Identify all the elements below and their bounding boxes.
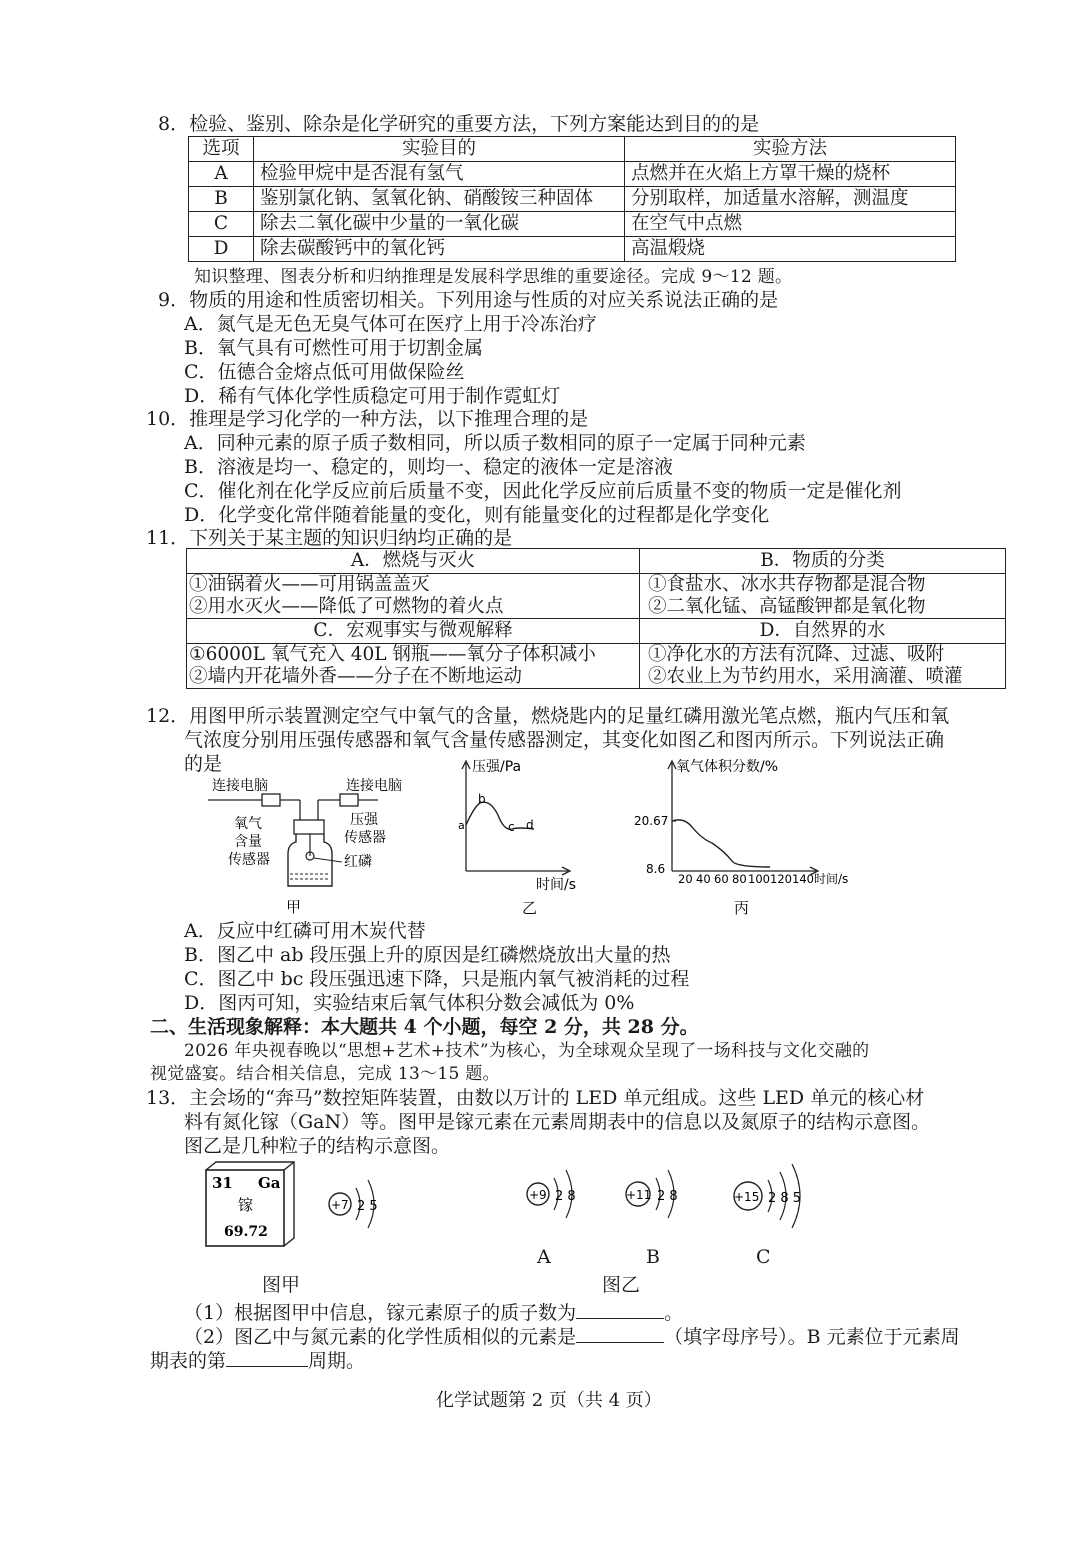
fig-jia-caption-13: 图甲 <box>262 1274 301 1296</box>
q11-stem: 11．下列关于某主题的知识归纳均正确的是 <box>146 527 513 549</box>
q9-option-d: D．稀有气体化学性质稳定可用于制作霓虹灯 <box>184 385 561 407</box>
q13-sub2-line2 <box>150 1348 365 1373</box>
fig-jia-caption: 甲 <box>286 898 302 916</box>
table-cell: B <box>189 187 254 212</box>
pressure-xlabel: 时间/s <box>536 877 577 893</box>
q13-sub2 <box>184 1324 960 1349</box>
p-sensor-label-2: 传感器 <box>344 830 386 846</box>
q11-a-1: ①油锅着火——可用锅盖盖灭 <box>189 574 430 595</box>
table-row <box>187 574 1006 619</box>
page-footer: 化学试题第 2 页（共 4 页） <box>436 1390 662 1411</box>
q13-stem-1: 13．主会场的“奔马”数控矩阵装置，由数以万计的 LED 单元组成。这些 LED 单元的核心材 <box>146 1087 925 1109</box>
pressure-curve <box>466 802 534 829</box>
q11-d-2: ②农业上为节约用水，采用滴灌、喷灌 <box>648 666 963 687</box>
pressure-ylabel: 压强/Pa <box>472 759 522 775</box>
electron-shells: 2 8 <box>555 1189 576 1204</box>
table-cell: A <box>189 162 254 187</box>
point-a-label: a <box>458 819 465 832</box>
q10-option-b: B．溶液是均一、稳定的，则均一、稳定的液体一定是溶液 <box>184 456 673 478</box>
section2-intro-2: 视觉盛宴。结合相关信息，完成 13～15 题。 <box>150 1064 500 1084</box>
nucleus-charge: +7 <box>331 1198 349 1212</box>
red-phosphorus-label: 红磷 <box>344 854 372 870</box>
pc-label-right: 连接电脑 <box>346 778 402 794</box>
q10-option-a: A．同种元素的原子质子数相同，所以质子数相同的原子一定属于同种元素 <box>184 432 806 454</box>
table-row <box>189 237 956 262</box>
q12-option-a: A．反应中红磷可用木炭代替 <box>184 920 426 942</box>
table-row <box>187 619 1006 644</box>
q13-sub2-text-cont: （填字母序号）。B 元素位于元素周 <box>664 1326 960 1348</box>
table-cell: D <box>189 237 254 262</box>
answer-blank[interactable] <box>576 1324 664 1343</box>
q11-table <box>186 548 1006 689</box>
atom-b-label: B <box>646 1246 660 1268</box>
xtick: 120 <box>770 872 792 886</box>
xtick: 60 <box>714 872 729 886</box>
table-cell <box>187 574 640 619</box>
q13-stem-3: 图乙是几种粒子的结构示意图。 <box>184 1135 451 1157</box>
q13-sub1-text: （1）根据图甲中信息，镓元素原子的质子数为 <box>184 1302 577 1324</box>
table-header-cell: 选项 <box>189 137 254 162</box>
table-cell: 除去二氧化碳中少量的一氧化碳 <box>254 212 625 237</box>
xtick: 100 <box>748 872 770 886</box>
fig-bing-caption: 丙 <box>734 899 750 917</box>
table-cell: 点燃并在火焰上方罩干燥的烧杯 <box>625 162 956 187</box>
table-row <box>189 162 956 187</box>
nitrogen-atom-diagram <box>324 1166 398 1236</box>
q11-c-2: ②墙内开花墙外香——分子在不断地运动 <box>189 666 523 687</box>
pc-label-left: 连接电脑 <box>212 778 268 794</box>
table-row <box>187 644 1006 689</box>
q9-option-b: B．氧气具有可燃性可用于切割金属 <box>184 337 483 359</box>
q11-c-1: ①6000L 氧气充入 40L 钢瓶——氧分子体积减小 <box>189 644 596 665</box>
intro-9-12: 知识整理、图表分析和归纳推理是发展科学思维的重要途径。完成 9～12 题。 <box>194 267 793 287</box>
apparatus-figure <box>200 770 410 920</box>
electron-shells: 2 8 <box>657 1189 678 1204</box>
answer-blank[interactable] <box>226 1348 308 1367</box>
table-header-cell: 实验目的 <box>254 137 625 162</box>
oxygen-xticks <box>678 872 814 886</box>
electron-shells: 2 5 <box>357 1199 378 1214</box>
q10-option-c: C．催化剂在化学反应前后质量不变，因此化学反应前后质量不变的物质一定是催化剂 <box>184 480 902 502</box>
q13-stem-2: 料有氮化镓（GaN）等。图甲是镓元素在元素周期表中的信息以及氮原子的结构示意图。 <box>184 1111 931 1133</box>
point-d-label: d <box>526 818 534 832</box>
table-cell: 高温煅烧 <box>625 237 956 262</box>
oxygen-ytick-low: 8.6 <box>646 862 666 876</box>
oxygen-ylabel: 氧气体积分数/% <box>676 759 779 775</box>
q13-sub2-prefix: 期表的第 <box>150 1350 227 1372</box>
q9-option-a: A．氮气是无色无臭气体可在医疗上用于冷冻治疗 <box>184 313 597 335</box>
table-cell <box>640 574 1006 619</box>
q9-option-c: C．伍德合金熔点低可用做保险丝 <box>184 361 465 383</box>
section2-intro-1: 2026 年央视春晚以“思想+艺术+技术”为核心，为全球观众呈现了一场科技与文化交融的 <box>184 1041 870 1061</box>
q8-stem: 8．检验、鉴别、除杂是化学研究的重要方法，下列方案能达到目的的是 <box>158 113 760 135</box>
q9-stem: 9．物质的用途和性质密切相关。下列用途与性质的对应关系说法正确的是 <box>158 289 779 311</box>
atom-a-label: A <box>537 1246 551 1268</box>
fig-yi-caption: 乙 <box>522 899 538 917</box>
table-cell: C <box>189 212 254 237</box>
ga-atomic-number: 31 <box>212 1174 233 1192</box>
table-cell: 在空气中点燃 <box>625 212 956 237</box>
table-cell <box>640 644 1006 689</box>
q13-sub2-suffix: 周期。 <box>308 1350 366 1372</box>
q12-option-b: B．图乙中 ab 段压强上升的原因是红磷燃烧放出大量的热 <box>184 944 671 966</box>
ga-name: 镓 <box>238 1196 254 1214</box>
table-cell: 鉴别氯化钠、氢氧化钠、硝酸铵三种固体 <box>254 187 625 212</box>
table-header-cell: B．物质的分类 <box>640 549 1006 574</box>
q10-option-d: D．化学变化常伴随着能量的变化，则有能量变化的过程都是化学变化 <box>184 504 770 526</box>
table-cell: 除去碳酸钙中的氧化钙 <box>254 237 625 262</box>
q11-b-2: ②二氧化锰、高锰酸钾都是氧化物 <box>648 596 926 617</box>
q8-table <box>188 136 956 262</box>
q11-b-1: ①食盐水、冰水共存物都是混合物 <box>648 574 926 595</box>
table-row <box>189 137 956 162</box>
q12-stem-1: 12．用图甲所示装置测定空气中氧气的含量，燃烧匙内的足量红磷用激光笔点燃，瓶内气压和氧 <box>146 705 950 727</box>
point-b-label: b <box>478 792 486 806</box>
oxygen-xlabel: 时间/s <box>814 872 849 886</box>
oxygen-curve <box>672 820 770 867</box>
table-header-cell: 实验方法 <box>625 137 956 162</box>
table-row <box>187 549 1006 574</box>
atom-c-diagram <box>728 1160 828 1232</box>
o2-sensor-label-3: 传感器 <box>228 852 270 868</box>
gallium-element-box <box>200 1160 300 1252</box>
q13-sub2-text: （2）图乙中与氮元素的化学性质相似的元素是 <box>184 1326 577 1348</box>
oxygen-chart <box>620 755 860 920</box>
point-c-label: c <box>508 820 515 834</box>
table-row <box>189 212 956 237</box>
q11-a-2: ②用水灭火——降低了可燃物的着火点 <box>189 596 504 617</box>
o2-sensor-label-1: 氧气 <box>234 816 262 832</box>
q11-d-1: ①净化水的方法有沉降、过滤、吸附 <box>648 644 945 665</box>
q13-sub1-end: 。 <box>664 1302 684 1324</box>
q12-option-c: C．图乙中 bc 段压强迅速下降，只是瓶内氧气被消耗的过程 <box>184 968 690 990</box>
table-cell: 检验甲烷中是否混有氢气 <box>254 162 625 187</box>
nucleus-charge: +11 <box>626 1188 652 1202</box>
q13-sub1 <box>184 1300 683 1325</box>
table-header-cell: C．宏观事实与微观解释 <box>187 619 640 644</box>
section2-title: 二、生活现象解释：本大题共 4 个小题，每空 2 分，共 28 分。 <box>150 1016 699 1038</box>
q12-stem-2: 气浓度分别用压强传感器和氧气含量传感器测定，其变化如图乙和图丙所示。下列说法正确 <box>184 729 945 751</box>
xtick: 140 <box>792 872 814 886</box>
oxygen-ytick-high: 20.67 <box>634 814 669 828</box>
nucleus-charge: +9 <box>529 1188 547 1202</box>
ga-symbol: Ga <box>258 1174 281 1192</box>
fig-yi-caption-13: 图乙 <box>602 1274 641 1296</box>
atom-b-diagram <box>620 1160 700 1230</box>
table-header-cell: D．自然界的水 <box>640 619 1006 644</box>
answer-blank[interactable] <box>576 1300 664 1319</box>
table-cell <box>187 644 640 689</box>
pressure-chart <box>450 755 580 920</box>
electron-shells: 2 8 5 <box>768 1191 802 1206</box>
ga-atomic-mass: 69.72 <box>224 1224 268 1240</box>
atom-c-label: C <box>756 1246 771 1268</box>
nucleus-charge: +15 <box>734 1190 760 1204</box>
o2-sensor-label-2: 含量 <box>234 834 262 850</box>
atom-a-diagram <box>522 1160 596 1230</box>
xtick: 40 <box>696 872 711 886</box>
q12-option-d: D．图丙可知，实验结束后氧气体积分数会减低为 0% <box>184 992 635 1014</box>
xtick: 80 <box>732 872 747 886</box>
xtick: 20 <box>678 872 693 886</box>
q12-stem-3: 的是 <box>184 753 223 775</box>
table-header-cell: A．燃烧与灭火 <box>187 549 640 574</box>
table-row <box>189 187 956 212</box>
p-sensor-label-1: 压强 <box>350 812 378 828</box>
table-cell: 分别取样，加适量水溶解，测温度 <box>625 187 956 212</box>
q10-stem: 10．推理是学习化学的一种方法，以下推理合理的是 <box>146 408 589 430</box>
